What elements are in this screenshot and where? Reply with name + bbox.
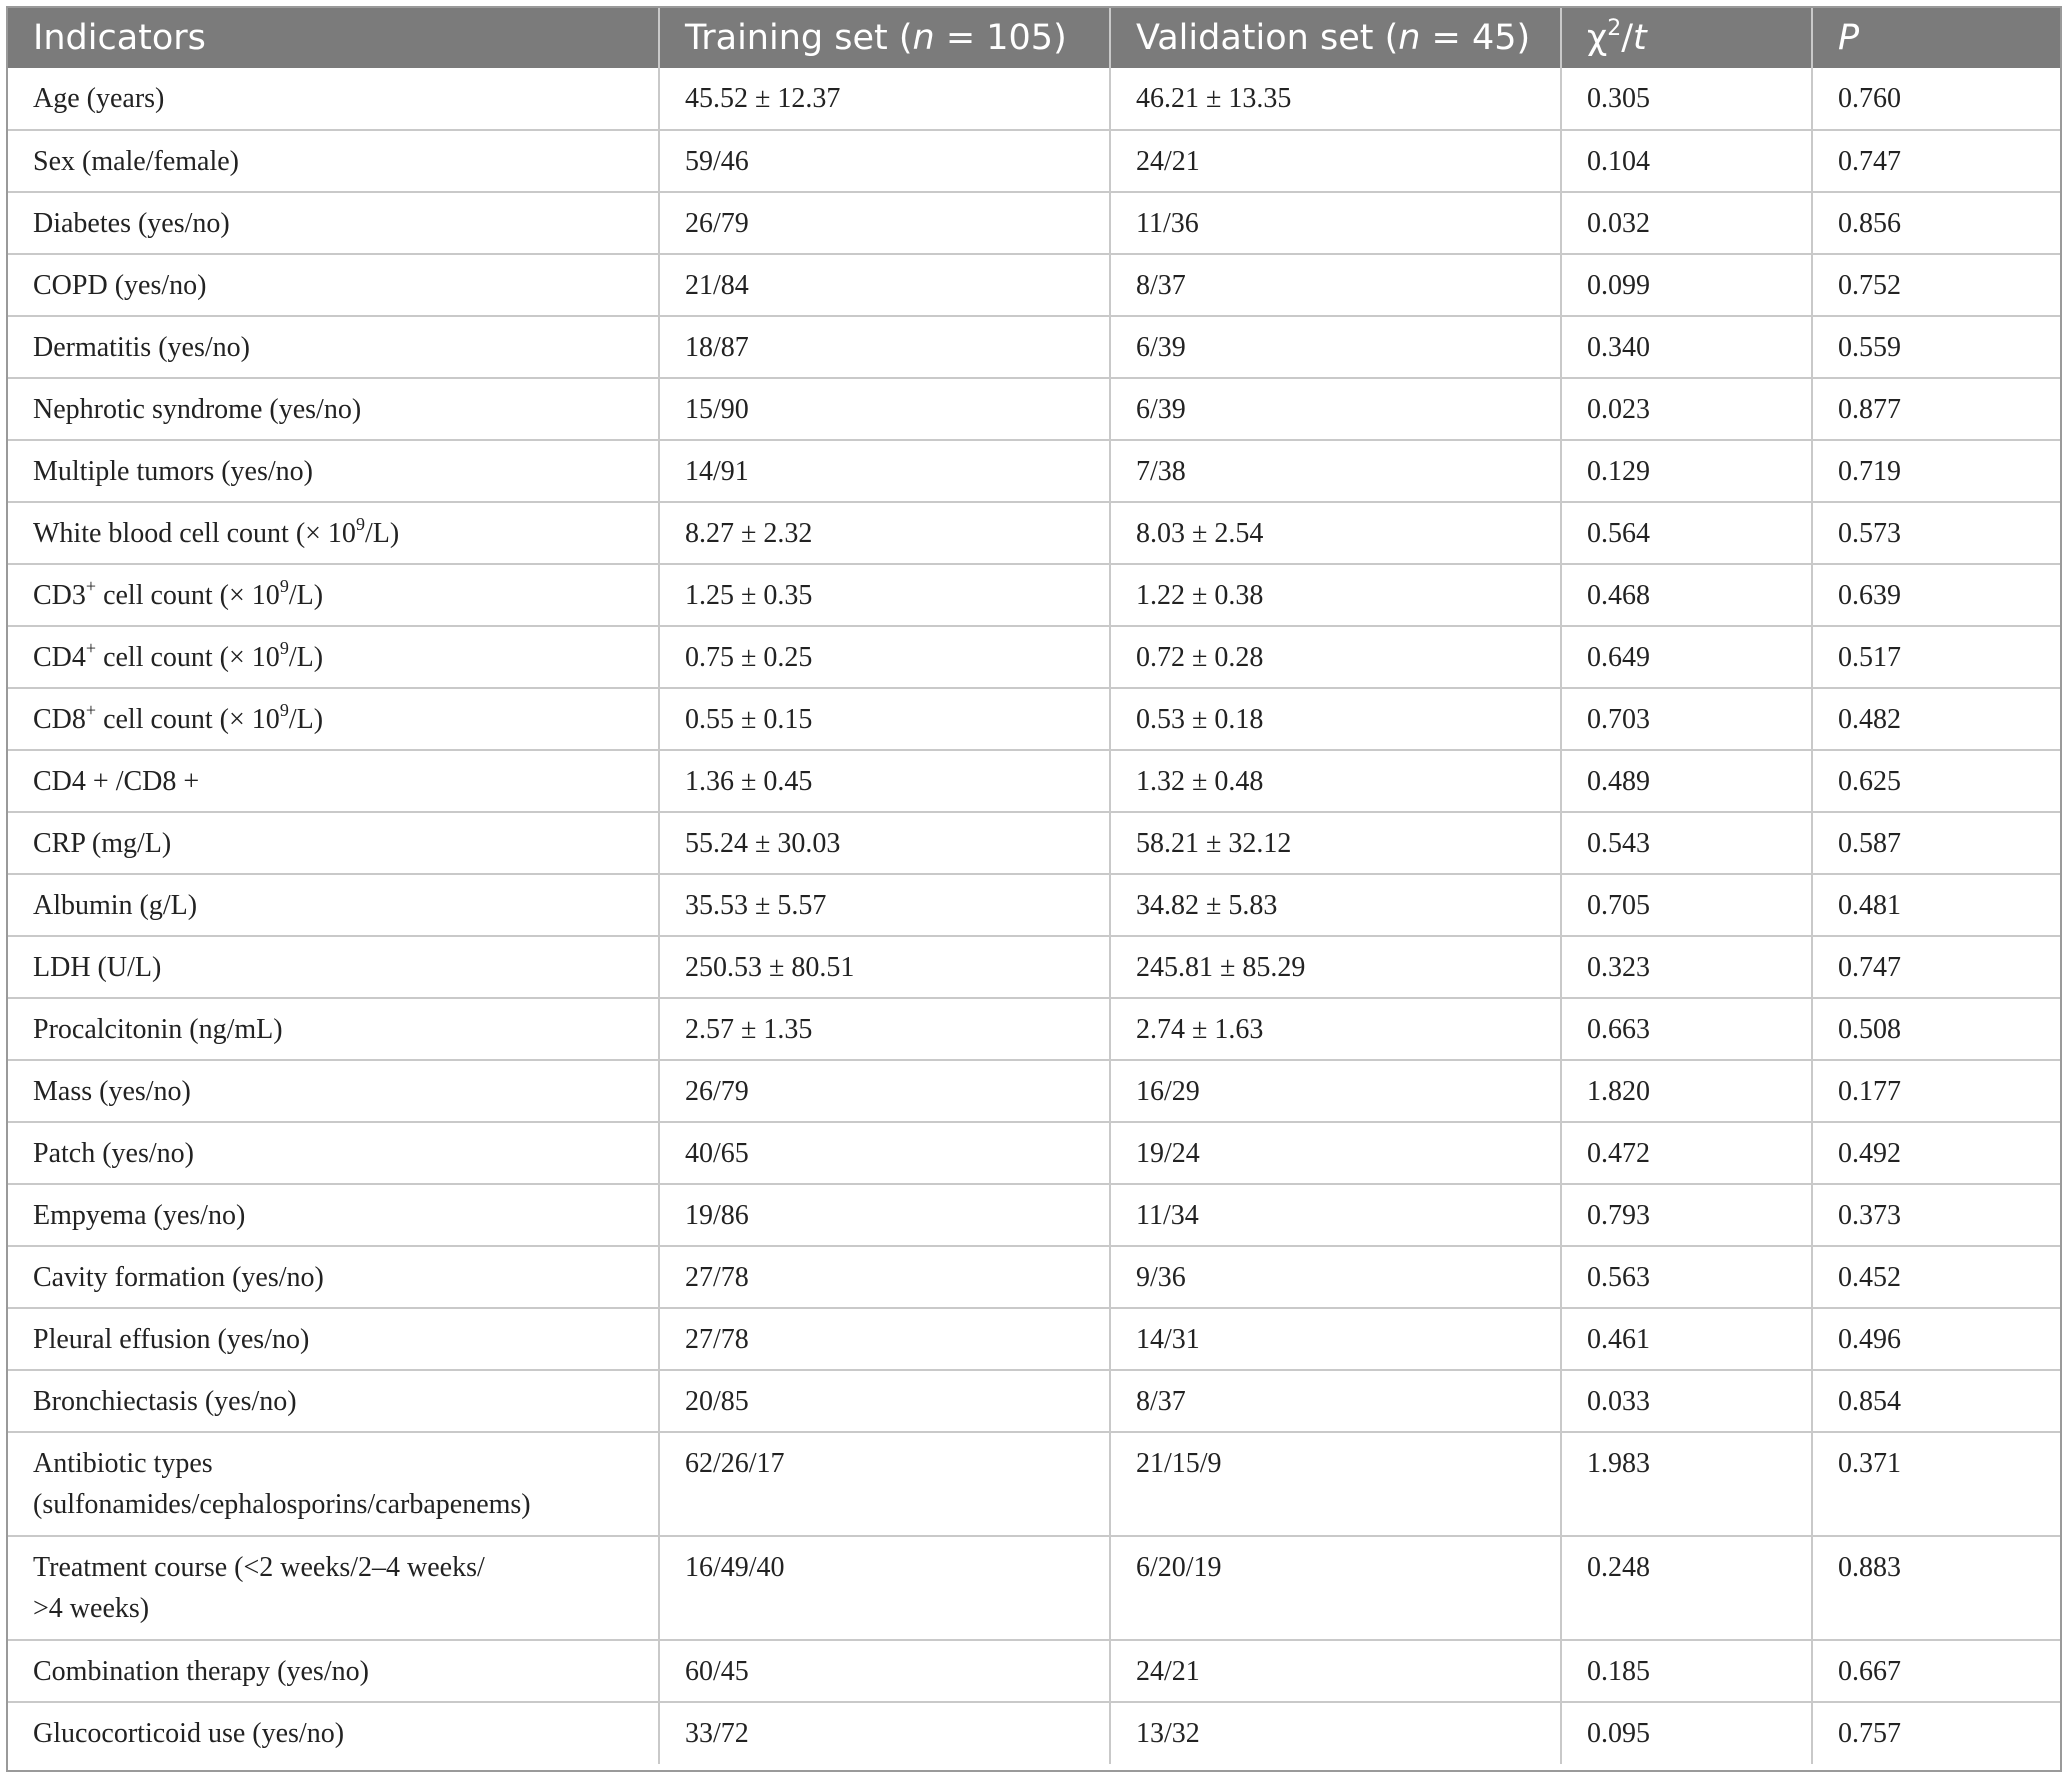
cell-indicator: COPD (yes/no): [8, 254, 659, 316]
cell-indicator: Combination therapy (yes/no): [8, 1640, 659, 1702]
header-row: [8, 8, 2060, 68]
cell-validation: 8/37: [1110, 1370, 1561, 1432]
table-row: [8, 1308, 2060, 1370]
cell-training: 0.75 ± 0.25: [659, 626, 1110, 688]
cell-statistic: 0.248: [1561, 1536, 1812, 1640]
cell-training: 250.53 ± 80.51: [659, 936, 1110, 998]
cell-statistic: 0.468: [1561, 564, 1812, 626]
cell-statistic: 0.563: [1561, 1246, 1812, 1308]
cell-indicator: [8, 1432, 659, 1536]
cell-p-value: 0.481: [1812, 874, 2060, 936]
cell-p-value: 0.757: [1838, 1718, 1901, 1749]
cell-training: 2.57 ± 1.35: [659, 998, 1110, 1060]
cell-indicator-line: >4 weeks): [33, 1593, 150, 1624]
cell-validation: 11/36: [1110, 192, 1561, 254]
cell-validation: 11/34: [1110, 1184, 1561, 1246]
table-row: [8, 1246, 2060, 1308]
cell-validation: 58.21 ± 32.12: [1110, 812, 1561, 874]
table-row: [8, 936, 2060, 998]
table-row: [8, 316, 2060, 378]
cell-validation: 21/15/9: [1110, 1432, 1561, 1536]
table-row: [8, 192, 2060, 254]
table-row: [8, 1122, 2060, 1184]
cell-indicator: Sex (male/female): [8, 130, 659, 192]
cell-statistic: 0.705: [1561, 874, 1812, 936]
cell-indicator: Albumin (g/L): [8, 874, 659, 936]
cell-training: 15/90: [659, 378, 1110, 440]
cell-training: 18/87: [659, 316, 1110, 378]
cell-statistic: 0.663: [1561, 998, 1812, 1060]
cell-indicator: Glucocorticoid use (yes/no): [8, 1702, 659, 1764]
cell-training: 1.25 ± 0.35: [659, 564, 1110, 626]
table-row: [8, 1536, 2060, 1640]
cell-p-value: 0.639: [1812, 564, 2060, 626]
table-row: [8, 626, 2060, 688]
cell-indicator: Empyema (yes/no): [8, 1184, 659, 1246]
table-row: [8, 68, 2060, 130]
cell-training: 35.53 ± 5.57: [659, 874, 1110, 936]
cell-validation: 24/21: [1110, 1640, 1561, 1702]
cell-p-value: 0.667: [1812, 1640, 2060, 1702]
cell-validation: 0.53 ± 0.18: [1110, 688, 1561, 750]
cell-p-value: 0.625: [1812, 750, 2060, 812]
cell-validation: 7/38: [1110, 440, 1561, 502]
cell-training: 62/26/17: [659, 1432, 1110, 1536]
cell-indicator: Pleural effusion (yes/no): [8, 1308, 659, 1370]
table-row: [8, 812, 2060, 874]
cell-indicator: Patch (yes/no): [8, 1122, 659, 1184]
cell-training: 27/78: [659, 1308, 1110, 1370]
cell-indicator: LDH (U/L): [8, 936, 659, 998]
cell-statistic: 0.489: [1561, 750, 1812, 812]
cell-p-value: 0.747: [1812, 130, 2060, 192]
cell-training: 45.52 ± 12.37: [659, 68, 1110, 130]
cell-p-value: 0.177: [1812, 1060, 2060, 1122]
table-row: [8, 130, 2060, 192]
cell-indicator: CD4+ cell count (× $10^9/L$): [8, 626, 659, 688]
table-row: [8, 378, 2060, 440]
cell-validation: 6/39: [1110, 316, 1561, 378]
cell-training: 33/72: [659, 1702, 1110, 1764]
table-body: [8, 68, 2060, 1764]
cell-training: 26/79: [659, 192, 1110, 254]
cell-indicator: CD8+ cell count (× $10^9/L$): [8, 688, 659, 750]
cell-p-value: 0.573: [1812, 502, 2060, 564]
cell-statistic: 0.793: [1561, 1184, 1812, 1246]
cell-indicator-line: (sulfonamides/cephalosporins/carbapenems): [33, 1489, 531, 1520]
cell-statistic: 0.543: [1561, 812, 1812, 874]
cell-indicator: Procalcitonin (ng/mL): [8, 998, 659, 1060]
table-row: [8, 1640, 2060, 1702]
cell-indicator-line: Antibiotic types: [33, 1448, 213, 1479]
cell-statistic: 0.099: [1561, 254, 1812, 316]
data-table-container: [6, 6, 2062, 1772]
header-training-set: Training set (n = 105): [659, 8, 1110, 68]
cell-validation: 19/24: [1110, 1122, 1561, 1184]
table-row: [8, 502, 2060, 564]
cell-statistic: 0.703: [1561, 688, 1812, 750]
cell-indicator: White blood cell count (× $10^9/L$): [8, 502, 659, 564]
cell-indicator: Age (years): [8, 68, 659, 130]
table-row: [8, 1432, 2060, 1536]
header-validation-set: Validation set (n = 45): [1110, 8, 1561, 68]
cell-validation: 8.03 ± 2.54: [1110, 502, 1561, 564]
cell-statistic: 0.095: [1561, 1702, 1812, 1764]
table-row: [8, 1370, 2060, 1432]
cell-statistic: 1.983: [1561, 1432, 1812, 1536]
cell-training: 21/84: [659, 254, 1110, 316]
cell-training: 16/49/40: [659, 1536, 1110, 1640]
cell-indicator: Cavity formation (yes/no): [8, 1246, 659, 1308]
cell-p-value: 0.496: [1812, 1308, 2060, 1370]
cell-validation: 34.82 ± 5.83: [1110, 874, 1561, 936]
header-indicators: Indicators: [8, 8, 659, 68]
table-row: [8, 440, 2060, 502]
cell-p-value: 0.508: [1812, 998, 2060, 1060]
cell-indicator: Bronchiectasis (yes/no): [8, 1370, 659, 1432]
cell-training: 27/78: [659, 1246, 1110, 1308]
cell-statistic: 0.185: [1561, 1640, 1812, 1702]
cell-p-value: 0.719: [1812, 440, 2060, 502]
cell-validation: 16/29: [1110, 1060, 1561, 1122]
table-row: [8, 1060, 2060, 1122]
cell-p-value: 0.492: [1812, 1122, 2060, 1184]
cell-training: 8.27 ± 2.32: [659, 502, 1110, 564]
cell-p-value: 0.371: [1812, 1432, 2060, 1536]
cell-validation: 24/21: [1110, 130, 1561, 192]
cell-statistic: 0.129: [1561, 440, 1812, 502]
table-row: [8, 750, 2060, 812]
cell-statistic: 0.472: [1561, 1122, 1812, 1184]
table-row: [8, 874, 2060, 936]
cell-p-value: 0.482: [1812, 688, 2060, 750]
cell-statistic: 0.032: [1561, 192, 1812, 254]
table-row: [8, 998, 2060, 1060]
cell-indicator: Nephrotic syndrome (yes/no): [8, 378, 659, 440]
cell-statistic: 0.461: [1561, 1308, 1812, 1370]
cell-p-value: 0.373: [1812, 1184, 2060, 1246]
cell-training: 1.36 ± 0.45: [659, 750, 1110, 812]
cell-training: 0.55 ± 0.15: [659, 688, 1110, 750]
cell-validation: 2.74 ± 1.63: [1110, 998, 1561, 1060]
cell-p-value: 0.877: [1812, 378, 2060, 440]
cell-validation: 1.32 ± 0.48: [1110, 750, 1561, 812]
cell-validation: 46.21 ± 13.35: [1110, 68, 1561, 130]
table-row: [8, 1702, 2060, 1764]
header-p-value: P: [1812, 8, 2060, 68]
cell-statistic: 0.564: [1561, 502, 1812, 564]
cell-statistic: 0.305: [1561, 68, 1812, 130]
cell-indicator: Dermatitis (yes/no): [8, 316, 659, 378]
cell-training: 26/79: [659, 1060, 1110, 1122]
cell-training: 59/46: [659, 130, 1110, 192]
cell-indicator: CRP (mg/L): [8, 812, 659, 874]
cell-indicator: Diabetes (yes/no): [8, 192, 659, 254]
cell-statistic: 0.340: [1561, 316, 1812, 378]
cell-validation: 245.81 ± 85.29: [1110, 936, 1561, 998]
cell-statistic: 0.023: [1561, 378, 1812, 440]
cell-statistic: 0.104: [1561, 130, 1812, 192]
cell-validation: 9/36: [1110, 1246, 1561, 1308]
cell-p-value: 0.856: [1812, 192, 2060, 254]
cell-statistic: 0.323: [1561, 936, 1812, 998]
cell-training: 55.24 ± 30.03: [659, 812, 1110, 874]
cell-training: 14/91: [659, 440, 1110, 502]
baseline-characteristics-table: [8, 8, 2060, 1764]
table-row: [8, 688, 2060, 750]
cell-indicator: CD3+ cell count (× $10^9/L$): [8, 564, 659, 626]
cell-validation: 1.22 ± 0.38: [1110, 564, 1561, 626]
cell-validation: 13/32: [1110, 1702, 1561, 1764]
cell-p-value: 0.760: [1812, 68, 2060, 130]
cell-p-value: 0.587: [1812, 812, 2060, 874]
cell-p-value: 0.747: [1812, 936, 2060, 998]
cell-p-value: 0.517: [1812, 626, 2060, 688]
cell-training: 20/85: [659, 1370, 1110, 1432]
table-row: [8, 1184, 2060, 1246]
cell-statistic: 1.820: [1561, 1060, 1812, 1122]
cell-p-value: 0.452: [1812, 1246, 2060, 1308]
cell-training: 19/86: [659, 1184, 1110, 1246]
cell-training: 60/45: [659, 1640, 1110, 1702]
cell-statistic: 0.649: [1561, 626, 1812, 688]
table-row: [8, 564, 2060, 626]
cell-p-value: 0.559: [1812, 316, 2060, 378]
header-statistic: $\chi^2/t$: [1561, 8, 1812, 68]
cell-p-value: 0.752: [1812, 254, 2060, 316]
cell-validation: 6/39: [1110, 378, 1561, 440]
cell-indicator: [8, 1536, 659, 1640]
cell-training: 40/65: [659, 1122, 1110, 1184]
cell-indicator-line: Treatment course (<2 weeks/2–4 weeks/: [33, 1552, 485, 1583]
cell-indicator: CD4 + /CD8 +: [8, 750, 659, 812]
cell-statistic: 0.033: [1561, 1370, 1812, 1432]
cell-p-value: 0.883: [1812, 1536, 2060, 1640]
cell-validation: 0.72 ± 0.28: [1110, 626, 1561, 688]
cell-indicator: Multiple tumors (yes/no): [8, 440, 659, 502]
table-row: [8, 254, 2060, 316]
table-header: [8, 8, 2060, 68]
cell-validation: 6/20/19: [1110, 1536, 1561, 1640]
cell-p-value: 0.854: [1812, 1370, 2060, 1432]
cell-indicator: Mass (yes/no): [8, 1060, 659, 1122]
cell-validation: 8/37: [1110, 254, 1561, 316]
cell-validation: 14/31: [1110, 1308, 1561, 1370]
